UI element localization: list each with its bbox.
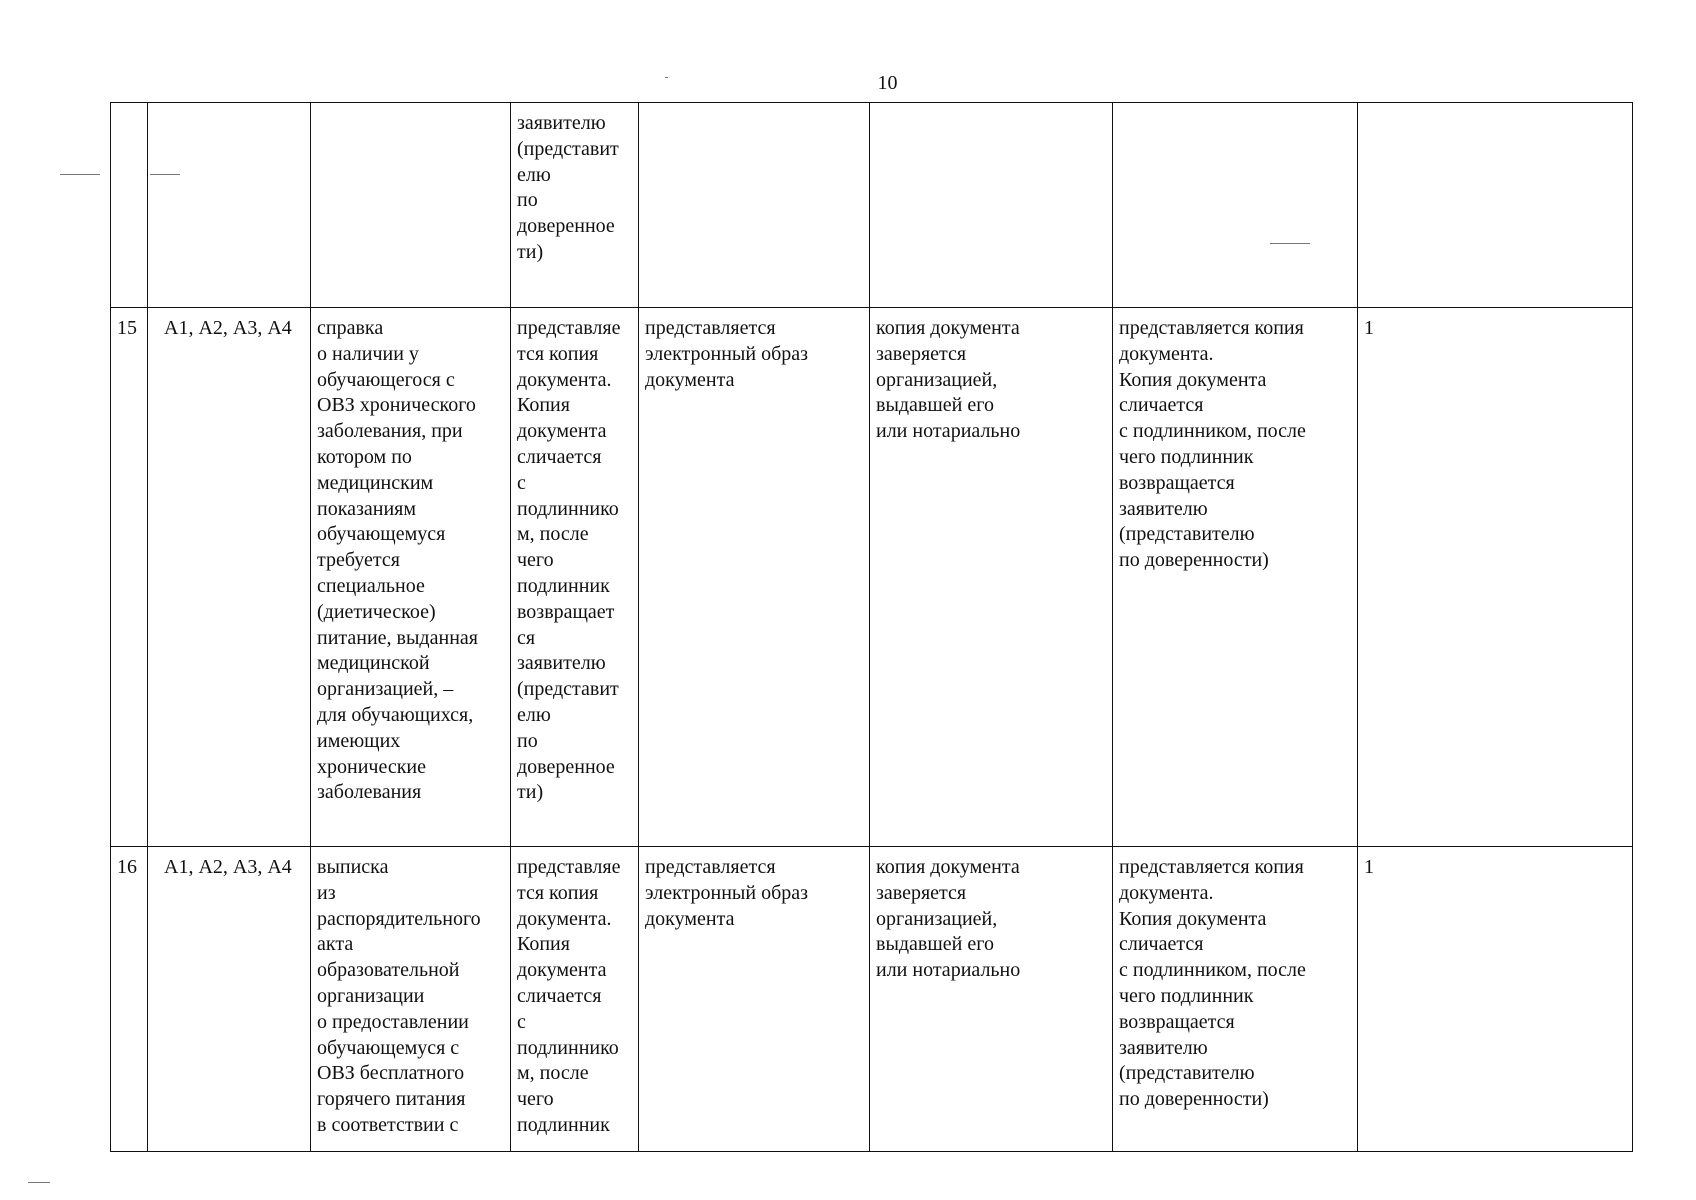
count-cell: 1 xyxy=(1358,308,1633,847)
page-number: 10 xyxy=(877,72,898,94)
electronic-form-cell: представляется электронный образ документа xyxy=(639,308,870,847)
requirement-cell: представляе тся копия документа. Копия документа сличается с подлиннико м, после чего подлинник xyxy=(511,847,639,1152)
electronic-form-cell: представляется электронный образ документа xyxy=(639,847,870,1152)
paper-form-cell: представляется копия документа. Копия документа сличается с подлинником, после чего подлинник возвращается заявителю (представителю по доверенности) xyxy=(1113,308,1358,847)
table-row xyxy=(111,847,1633,1152)
scan-speck xyxy=(150,174,180,175)
applicant-categories-cell xyxy=(148,103,311,308)
scan-speck xyxy=(665,77,668,78)
paper-form-cell: представляется копия документа. Копия документа сличается с подлинником, после чего подлинник возвращается заявителю (представителю по доверенности) xyxy=(1113,847,1358,1152)
document-name-cell xyxy=(311,103,511,308)
scan-speck xyxy=(1270,243,1310,244)
table-row xyxy=(111,308,1633,847)
table-row xyxy=(111,103,1633,308)
row-number-cell xyxy=(111,103,148,308)
document-name-cell: справка о наличии у обучающегося с ОВЗ хронического заболевания, при котором по медицинским показаниям обучающемуся требуется специальное (диетическое) питание, выданная медицинской организацией, – для обучающихся, имеющих хронические заболевания xyxy=(311,308,511,847)
scan-speck xyxy=(28,1182,50,1183)
applicant-categories-cell: А1, А2, А3, А4 xyxy=(148,308,311,847)
row-number-cell: 16 xyxy=(111,847,148,1152)
certification-cell: копия документа заверяется организацией, выдавшей его или нотариально xyxy=(870,847,1113,1152)
documents-table xyxy=(110,102,1633,1152)
certification-cell xyxy=(870,103,1113,308)
electronic-form-cell xyxy=(639,103,870,308)
certification-cell: копия документа заверяется организацией, выдавшей его или нотариально xyxy=(870,308,1113,847)
requirement-cell: представляе тся копия документа. Копия документа сличается с подлиннико м, после чего подлинник возвращает ся заявителю (представит елю по доверенное ти) xyxy=(511,308,639,847)
scan-speck xyxy=(60,174,100,175)
applicant-categories-cell: А1, А2, А3, А4 xyxy=(148,847,311,1152)
requirement-cell: заявителю (представит елю по доверенное ти) xyxy=(511,103,639,308)
document-name-cell: выписка из распорядительного акта образовательной организации о предоставлении обучающемуся с ОВЗ бесплатного горячего питания в соответствии с xyxy=(311,847,511,1152)
row-number-cell: 15 xyxy=(111,308,148,847)
count-cell xyxy=(1358,103,1633,308)
count-cell: 1 xyxy=(1358,847,1633,1152)
paper-form-cell xyxy=(1113,103,1358,308)
